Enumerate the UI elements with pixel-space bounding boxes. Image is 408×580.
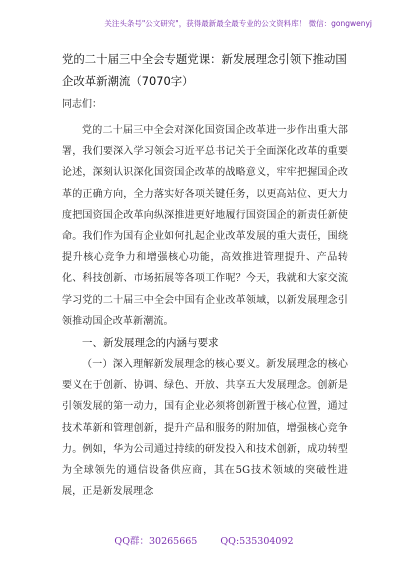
document-title: 党的二十届三中全会专题党课：新发展理念引领下推动国企改革新潮流（7070字） — [62, 52, 347, 88]
document-body — [62, 120, 348, 502]
salutation: 同志们： — [62, 99, 102, 110]
footer-qq: QQ:535304092 — [220, 536, 294, 547]
footer-contact — [0, 533, 408, 547]
footer-qq-group: QQ群：30265665 — [114, 536, 198, 547]
section-paragraph: （一）深入理解新发展理念的核心要义。新发展理念的核心要义在于创新、协调、绿色、开放、共享五大发展理念。创新是引领发展的第一动力，国有企业必须将创新置于核心位置，通过技术革新和管理创新，提升产品和服务的附加值，增强核心竞争力。例如，华为公司通过持续的研发投入和技术创新，成功转型为全球领先的通信设备供应商，其在5G技术领域的突破性进展，正是新发展理念 — [62, 359, 348, 498]
intro-paragraph: 党的二十届三中全会对深化国资国企改革进一步作出重大部署，我们要深入学习领会习近平总书记关于全面深化改革的重要论述，深刻认识深化国资国企改革的战略意义，牢牢把握国企改革的正确方向，全力落实好各项关键任务，以更高站位、更大力度把国资国企改革向纵深推进更好地履行国资国企的新责任新使命。我们作为国有企业如何扎起企业改革发展的重大责任，围绕提升核心竞争力和增强核心功能，高效推进管理提升、产品转化、科技创新、市场拓展等各项工作呢？今天，我就和大家交流学习党的二十届三中全会中国有企业改革领域，以新发展理念引领推动国企改革新潮流。 — [62, 125, 348, 327]
header-watermark-note: 关注头条号"公文研究"，获得最新最全最专业的公文资料库！ 微信：gongwenyj — [104, 19, 372, 28]
section-heading: 一、新发展理念的内涵与要求 — [82, 337, 219, 350]
